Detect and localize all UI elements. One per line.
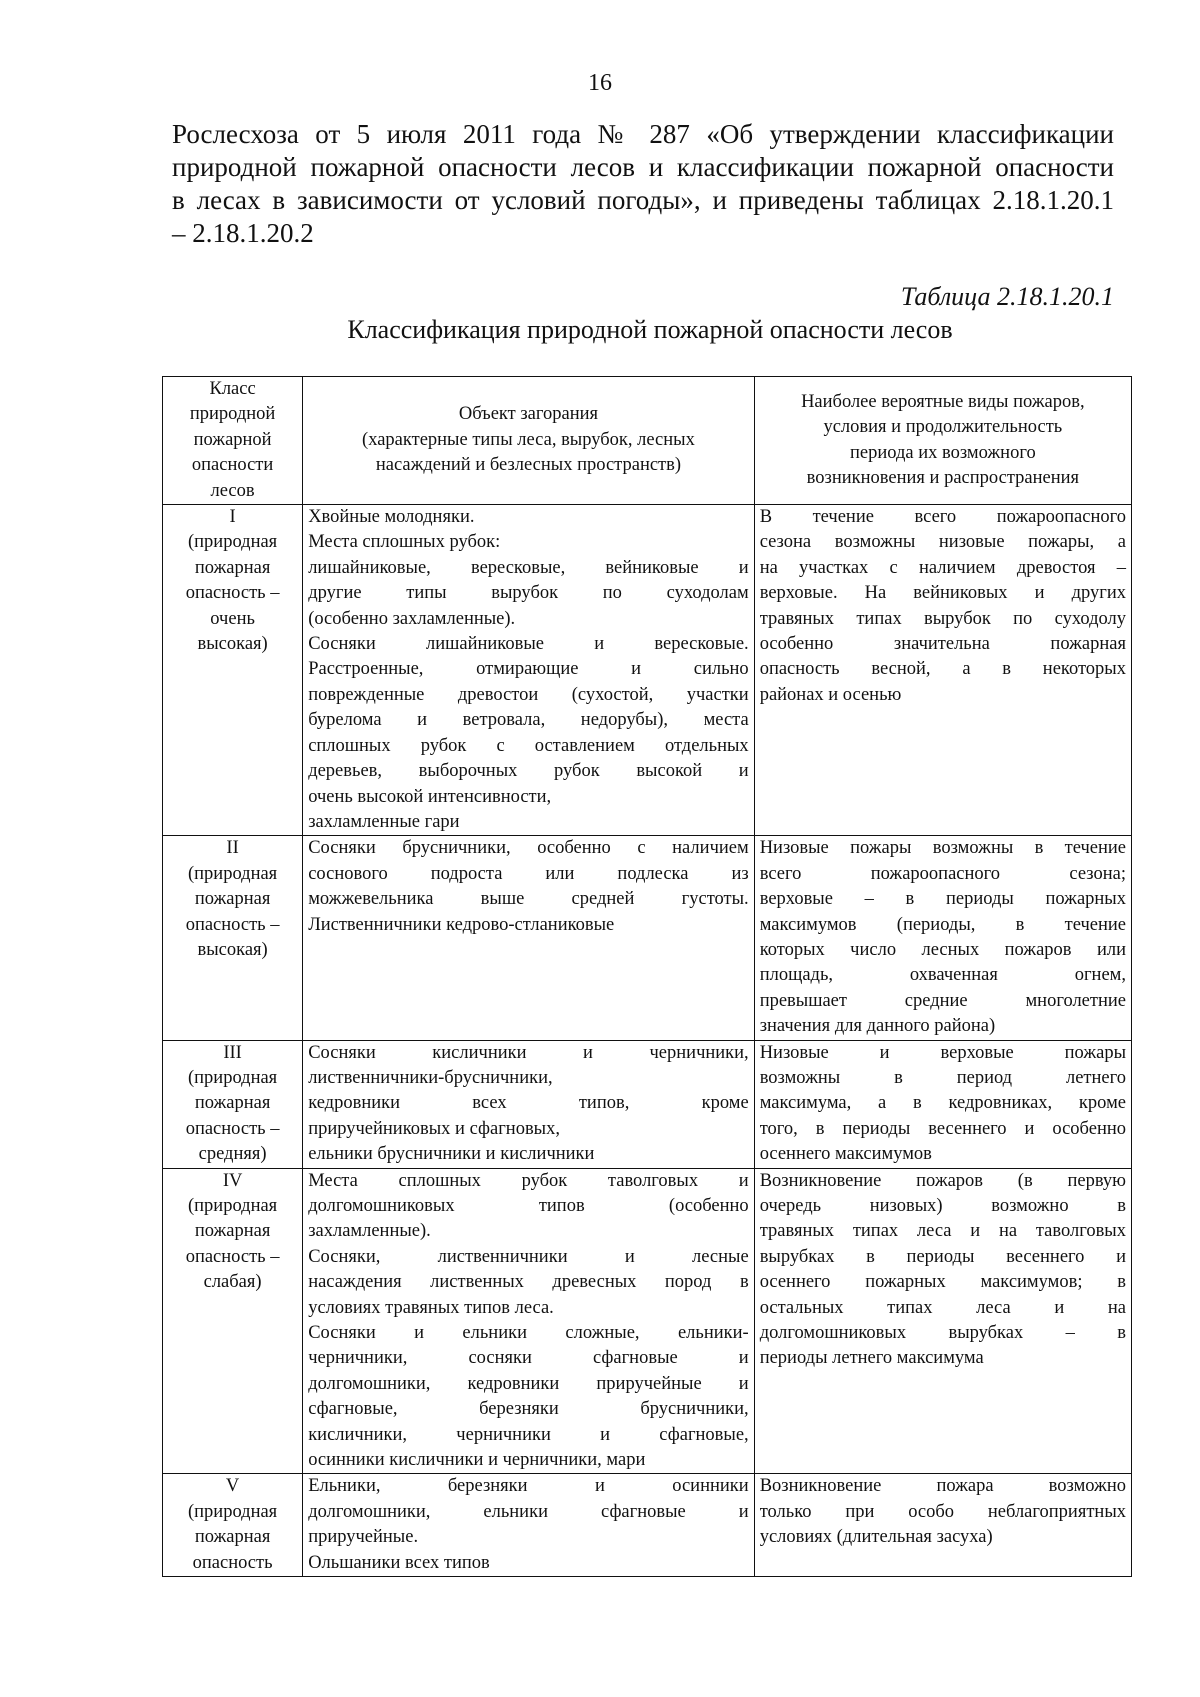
- class-line: очень: [210, 608, 255, 629]
- object-cell-line: деревьев, выборочных рубок высокой и: [308, 761, 749, 782]
- class-cell: [163, 1040, 303, 1168]
- classification-table: [162, 376, 1132, 1577]
- header-line: условия и продолжительность: [823, 417, 1063, 438]
- fires-cell: [754, 1040, 1131, 1168]
- class-line: I: [229, 507, 236, 528]
- class-cell: [163, 1474, 303, 1577]
- fires-cell-line: В течение всего пожароопасного: [759, 507, 1126, 528]
- object-cell-line: Сосняки лишайниковые и вересковые.: [308, 634, 749, 655]
- fires-cell-line: Возникновение пожаров (в первую: [759, 1170, 1126, 1191]
- intro-line: Рослесхоза от 5 июля 2011 года № 287 «Об утверждении классификации: [172, 119, 1114, 149]
- object-cell-line: кисличники, черничники и сфагновые,: [308, 1424, 749, 1445]
- object-cell: [303, 836, 755, 1040]
- class-line: средняя): [198, 1144, 267, 1165]
- fires-cell-line: остальных типах леса и на: [759, 1297, 1126, 1318]
- fires-cell: [754, 505, 1131, 836]
- class-line: (природная: [187, 1501, 278, 1522]
- fires-cell-line: условиях (длительная засуха): [759, 1527, 993, 1548]
- header-line: лесов: [210, 480, 255, 501]
- header-line: (характерные типы леса, вырубок, лесных: [362, 429, 695, 450]
- object-cell: [303, 505, 755, 836]
- object-cell-line: приручейные.: [308, 1527, 419, 1548]
- class-line: высокая): [197, 939, 268, 960]
- class-line: (природная: [187, 863, 278, 884]
- class-line: (природная: [187, 532, 278, 553]
- table-header-row: [163, 377, 1132, 505]
- class-line: IV: [222, 1170, 243, 1191]
- fires-cell-line: возможны в период летнего: [759, 1067, 1126, 1088]
- header-fires: [754, 377, 1131, 505]
- class-line: II: [226, 838, 239, 859]
- fires-cell-line: того, в периоды весеннего и особенно: [759, 1118, 1126, 1139]
- class-line: пожарная: [194, 557, 271, 578]
- object-cell-line: очень высокой интенсивности,: [308, 786, 552, 807]
- class-line: пожарная: [194, 1221, 271, 1242]
- header-line: Класс: [209, 379, 256, 399]
- object-cell-line: (особенно захламленные).: [308, 608, 516, 629]
- object-cell-line: Ельники, березняки и осинники: [308, 1476, 749, 1497]
- class-line: опасность –: [185, 914, 280, 935]
- object-cell-line: сфагновые, березняки брусничники,: [308, 1399, 749, 1420]
- object-cell-line: кедровники всех типов, кроме: [308, 1093, 749, 1114]
- class-line: (природная: [187, 1067, 278, 1088]
- fires-cell-line: максимумов (периоды, в течение: [759, 914, 1126, 935]
- object-cell-line: Лиственничники кедрово-стланиковые: [308, 914, 615, 935]
- object-cell-line: захламленные).: [308, 1221, 431, 1242]
- object-cell-line: Сосняки кисличники и черничники,: [308, 1042, 749, 1063]
- fires-cell-line: сезона возможны низовые пожары, а: [759, 532, 1126, 553]
- header-line: Наиболее вероятные виды пожаров,: [801, 391, 1085, 412]
- class-line: опасность: [192, 1552, 273, 1573]
- header-class: [163, 377, 303, 505]
- header-line: пожарной: [193, 429, 272, 450]
- header-line: возникновения и распространения: [806, 467, 1080, 488]
- class-line: пожарная: [194, 1093, 271, 1114]
- object-cell-line: Ольшаники всех типов: [308, 1552, 490, 1573]
- fires-cell-line: Низовые пожары возможны в течение: [759, 838, 1126, 859]
- fires-cell-line: травяных типах вырубок по суходолу: [759, 608, 1126, 629]
- object-cell-line: Места сплошных рубок:: [308, 532, 501, 553]
- object-cell: [303, 1168, 755, 1474]
- class-line: (природная: [187, 1196, 278, 1216]
- fires-cell-line: верховые – в периоды пожарных: [759, 889, 1126, 910]
- object-cell-line: Места сплошных рубок таволговых и: [308, 1170, 749, 1191]
- object-cell: [303, 1040, 755, 1168]
- object-cell-line: Сосняки брусничники, особенно с наличием: [308, 838, 749, 859]
- fires-cell-line: осеннего максимумов: [759, 1144, 932, 1165]
- table-row: [163, 1168, 1132, 1474]
- object-cell: [303, 1474, 755, 1577]
- fires-cell-line: на участках с наличием древостоя –: [759, 557, 1126, 578]
- object-cell-line: бурелома и ветровала, недорубы), места: [308, 710, 749, 731]
- header-line: насаждений и безлесных пространств): [375, 455, 682, 476]
- fires-cell-line: особенно значительна пожарная: [759, 634, 1126, 655]
- fires-cell-line: максимума, а в кедровниках, кроме: [759, 1093, 1126, 1114]
- table-row: [163, 505, 1132, 836]
- class-line: опасность –: [185, 583, 280, 604]
- object-cell-line: соснового подроста или подлеска из: [308, 863, 749, 884]
- table-body: [163, 505, 1132, 1577]
- object-cell-line: долгомошниковых типов (особенно: [308, 1196, 749, 1216]
- fires-cell: [754, 836, 1131, 1040]
- intro-line: природной пожарной опасности лесов и классификации пожарной опасности: [172, 152, 1114, 182]
- intro-paragraph: [172, 118, 1114, 250]
- object-cell-line: приручейниковых и сфагновых,: [308, 1118, 560, 1139]
- object-cell-line: черничники, сосняки сфагновые и: [308, 1348, 749, 1369]
- class-cell: [163, 505, 303, 836]
- class-line: высокая): [197, 634, 268, 655]
- object-cell-line: Расстроенные, отмирающие и сильно: [308, 659, 749, 680]
- object-cell-line: долгомошники, кедровники приручейные и: [308, 1373, 749, 1394]
- fires-cell-line: значения для данного района): [759, 1016, 996, 1037]
- object-cell-line: ельники брусничники и кисличники: [308, 1144, 595, 1165]
- fires-cell-line: площадь, охваченная огнем,: [759, 965, 1126, 986]
- object-cell-line: поврежденные древостои (сухостой, участки: [308, 684, 749, 705]
- object-cell-line: можжевельника выше средней густоты.: [308, 889, 749, 910]
- header-line: периода их возможного: [849, 442, 1036, 463]
- fires-cell-line: только при особо неблагоприятных: [759, 1501, 1126, 1522]
- class-line: слабая): [203, 1272, 262, 1293]
- class-line: V: [225, 1476, 240, 1497]
- fires-cell-line: верховые. На вейниковых и других: [759, 583, 1126, 604]
- object-cell-line: насаждения лиственных древесных пород в: [308, 1272, 749, 1293]
- fires-cell-line: осеннего пожарных максимумов; в: [759, 1272, 1126, 1293]
- object-cell-line: лиственничники-брусничники,: [308, 1067, 553, 1088]
- fires-cell-line: долгомошниковых вырубках – в: [759, 1323, 1126, 1344]
- object-cell-line: Сосняки и ельники сложные, ельники-: [308, 1323, 749, 1344]
- intro-line: в лесах в зависимости от условий погоды», и приведены таблицах 2.18.1.20.1: [172, 185, 1114, 215]
- class-line: III: [223, 1042, 242, 1063]
- fires-cell-line: всего пожароопасного сезона;: [759, 863, 1126, 884]
- object-cell-line: долгомошники, ельники сфагновые и: [308, 1501, 749, 1522]
- object-cell-line: Сосняки, лиственничники и лесные: [308, 1246, 749, 1267]
- table-row: [163, 836, 1132, 1040]
- fires-cell-line: очередь низовых) возможно в: [759, 1196, 1126, 1216]
- fires-cell-line: Низовые и верховые пожары: [759, 1042, 1126, 1063]
- header-object: [303, 377, 755, 505]
- page-number: 16: [588, 70, 612, 96]
- fires-cell-line: превышает средние многолетние: [759, 990, 1126, 1011]
- header-line: природной: [189, 404, 276, 425]
- table-title-text: Классификация природной пожарной опасности лесов: [347, 315, 953, 344]
- class-cell: [163, 1168, 303, 1474]
- object-cell-line: другие типы вырубок по суходолам: [308, 583, 749, 604]
- class-line: опасность –: [185, 1118, 280, 1139]
- class-line: пожарная: [194, 1527, 271, 1548]
- fires-cell: [754, 1168, 1131, 1474]
- object-cell-line: осинники кисличники и черничники, мари: [308, 1450, 646, 1471]
- object-cell-line: сплошных рубок с оставлением отдельных: [308, 735, 749, 756]
- fires-cell-line: вырубках в периоды весеннего и: [759, 1246, 1126, 1267]
- object-cell-line: условиях травяных типов леса.: [308, 1297, 554, 1318]
- header-line: Объект загорания: [458, 404, 599, 425]
- table-row: [163, 1040, 1132, 1168]
- class-line: пожарная: [194, 889, 271, 910]
- header-line: опасности: [191, 455, 274, 476]
- table-row: [163, 1474, 1132, 1577]
- table-title: [0, 315, 1200, 345]
- table-reference: Таблица 2.18.1.20.1: [900, 282, 1114, 311]
- fires-cell-line: периоды летнего максимума: [759, 1348, 984, 1369]
- object-cell-line: захламленные гари: [308, 811, 460, 832]
- object-cell-line: лишайниковые, вересковые, вейниковые и: [308, 557, 749, 578]
- fires-cell: [754, 1474, 1131, 1577]
- object-cell-line: Хвойные молодняки.: [308, 507, 475, 528]
- class-cell: [163, 836, 303, 1040]
- fires-cell-line: травяных типах леса и на таволговых: [759, 1221, 1126, 1242]
- class-line: опасность –: [185, 1246, 280, 1267]
- intro-line: – 2.18.1.20.2: [172, 218, 314, 248]
- fires-cell-line: районах и осенью: [759, 684, 902, 705]
- fires-cell-line: опасность весной, а в некоторых: [759, 659, 1126, 680]
- fires-cell-line: Возникновение пожара возможно: [759, 1476, 1126, 1497]
- fires-cell-line: которых число лесных пожаров или: [759, 939, 1126, 960]
